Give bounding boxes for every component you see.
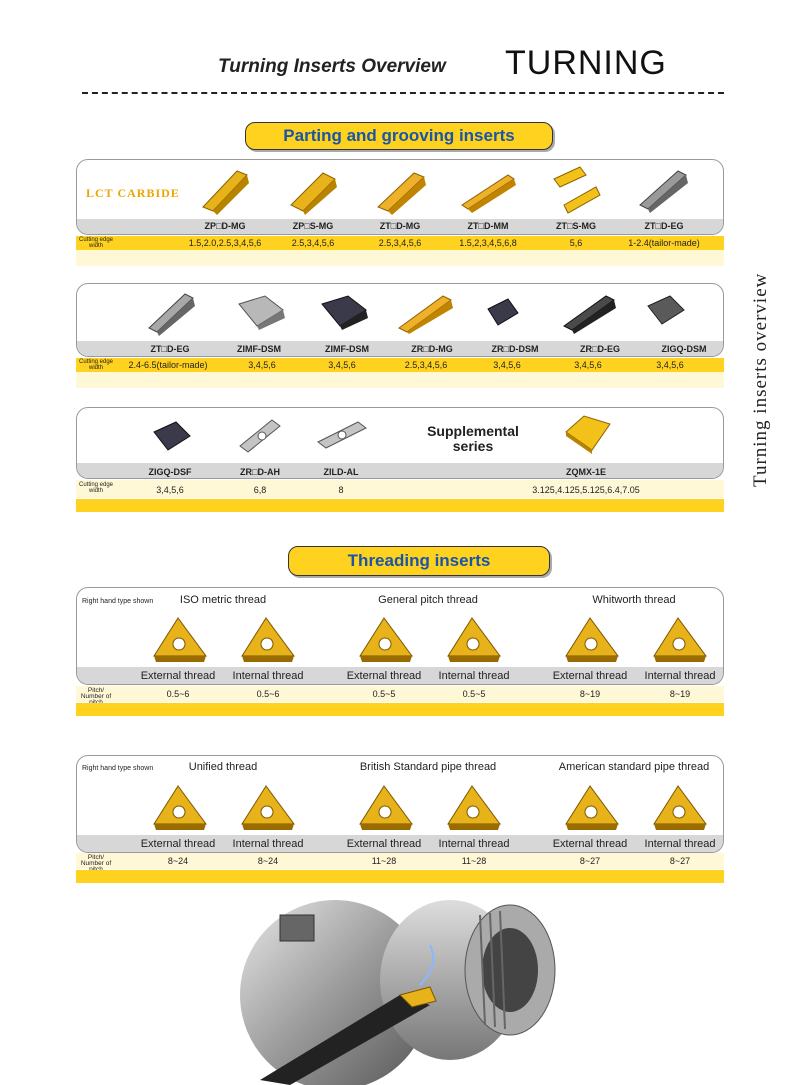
pitch-value: 0.5~5 (372, 689, 396, 699)
row-bar (76, 870, 724, 883)
thread-type: External thread (140, 838, 216, 850)
threading-insert-icon (648, 782, 712, 832)
section-label-turning: TURNING (505, 44, 667, 82)
pitch-value: 8~19 (669, 689, 691, 699)
parting-insert-icon (550, 163, 606, 219)
width-value: 3,4,5,6 (156, 485, 184, 495)
thread-type: Internal thread (232, 670, 304, 682)
insert-name: ZR□D-AH (240, 467, 280, 477)
row-label: Cutting edge width (78, 359, 114, 371)
insert-name: ZT□D-EG (150, 344, 190, 354)
insert-name: ZIGQ-DSM (661, 344, 707, 354)
hand-note: Right hand type shown (82, 598, 154, 605)
width-value: 2.5,3,4,5,6 (378, 238, 422, 248)
insert-name: ZIMF-DSM (325, 344, 369, 354)
parting-insert-icon (562, 412, 614, 454)
thread-type: Internal thread (232, 838, 304, 850)
insert-name: ZQMX-1E (565, 467, 607, 477)
threading-insert-icon (442, 614, 506, 664)
width-value: 3,4,5,6 (493, 360, 521, 370)
thread-group-label: British Standard pipe thread (359, 761, 497, 773)
width-value: 2.5,3,4,5,6 (404, 360, 448, 370)
threading-insert-icon (560, 614, 624, 664)
parting-insert-icon (145, 288, 201, 338)
pitch-value: 11~28 (461, 856, 487, 866)
pitch-value: 8~24 (257, 856, 279, 866)
threading-insert-icon (648, 614, 712, 664)
insert-name: ZR□D-DSM (491, 344, 539, 354)
threading-insert-icon (148, 614, 212, 664)
pitch-value: 0.5~6 (256, 689, 280, 699)
thread-group-label: Unified thread (188, 761, 258, 773)
row-spacer (76, 250, 724, 266)
thread-type: Internal thread (644, 838, 716, 850)
width-value: 1.5,2,3,4,5,6,8 (459, 238, 517, 248)
width-value: 3,4,5,6 (574, 360, 602, 370)
thread-group-label: Whitworth thread (592, 594, 676, 606)
pitch-value: 8~27 (579, 856, 601, 866)
insert-name: ZT□D-EG (644, 221, 684, 231)
parting-insert-icon (644, 292, 690, 330)
thread-type: External thread (346, 838, 422, 850)
insert-name: ZT□D-MM (467, 221, 509, 231)
thread-type: External thread (140, 670, 216, 682)
lathe-machining-image (240, 885, 570, 1085)
supplemental-title: Supplemental series (427, 423, 519, 454)
parting-insert-icon (285, 165, 345, 215)
row-bar (76, 703, 724, 716)
threading-insert-icon (442, 782, 506, 832)
pitch-value: 0.5~6 (166, 689, 190, 699)
threading-insert-icon (354, 782, 418, 832)
pitch-value: 11~28 (371, 856, 397, 866)
page-title: Turning Inserts Overview (218, 56, 446, 77)
row-label: Cutting edge width (78, 482, 114, 494)
thread-type: Internal thread (438, 670, 510, 682)
side-caption: Turning inserts overview (750, 272, 771, 487)
parting-insert-icon (195, 165, 255, 215)
width-value: 5,6 (569, 238, 583, 248)
parting-insert-icon (150, 418, 196, 454)
insert-name: ZIGQ-DSF (148, 467, 192, 477)
thread-type: Internal thread (644, 670, 716, 682)
insert-name: ZP□S-MG (292, 221, 334, 231)
thread-group-label: ISO metric thread (179, 594, 267, 606)
insert-name: ZP□D-MG (204, 221, 246, 231)
row-spacer (76, 372, 724, 388)
threading-heading: Threading inserts (288, 546, 550, 576)
thread-group-label: General pitch thread (378, 594, 478, 606)
row-label: Pitch/ Number of (80, 854, 112, 867)
row-label: Cutting edge width (78, 237, 114, 249)
parting-heading: Parting and grooving inserts (245, 122, 553, 150)
threading-insert-icon (236, 614, 300, 664)
insert-name: ZT□D-MG (379, 221, 421, 231)
width-value: 1-2.4(tailor-made) (628, 238, 700, 248)
pitch-value: 8~27 (669, 856, 691, 866)
insert-name: ZIMF-DSM (237, 344, 281, 354)
parting-insert-icon (236, 414, 286, 456)
width-value: 2.5,3,4,5,6 (291, 238, 335, 248)
pitch-value: 8~19 (579, 689, 601, 699)
width-value: 3,4,5,6 (656, 360, 684, 370)
insert-name: ZT□S-MG (556, 221, 596, 231)
parting-insert-icon (484, 295, 524, 329)
width-value: 1.5,2.0,2.5,3,4,5,6 (188, 238, 262, 248)
thread-type: External thread (552, 670, 628, 682)
row-bar (76, 499, 724, 512)
insert-name: ZR□D-MG (411, 344, 453, 354)
row-label: Pitch/ Number of (80, 687, 112, 700)
insert-name: ZR□D-EG (580, 344, 620, 354)
parting-insert-icon (458, 165, 520, 215)
thread-type: Internal thread (438, 838, 510, 850)
parting-insert-icon (560, 288, 620, 336)
width-value: 8 (338, 485, 344, 495)
thread-type: External thread (346, 670, 422, 682)
parting-insert-icon (372, 165, 432, 215)
parting-insert-icon (318, 292, 372, 332)
hand-note: Right hand type shown (82, 765, 154, 772)
parting-insert-icon (636, 163, 692, 215)
width-value: 6,8 (253, 485, 267, 495)
threading-insert-icon (560, 782, 624, 832)
brand-logo: LCT CARBIDE (86, 186, 180, 200)
pitch-value: 0.5~5 (462, 689, 486, 699)
insert-name: ZILD-AL (323, 467, 359, 477)
width-value: 2.4-6.5(tailor-made) (128, 360, 208, 370)
parting-insert-icon (314, 414, 370, 454)
parting-insert-icon (235, 292, 289, 332)
pitch-value: 8~24 (167, 856, 189, 866)
threading-insert-icon (148, 782, 212, 832)
header-divider (82, 92, 724, 94)
parting-insert-icon (395, 288, 457, 336)
threading-insert-icon (236, 782, 300, 832)
width-value: 3.125,4.125,5.125,6.4,7.05 (532, 485, 640, 495)
thread-type: External thread (552, 838, 628, 850)
threading-insert-icon (354, 614, 418, 664)
width-value: 3,4,5,6 (248, 360, 276, 370)
thread-group-label: American standard pipe thread (558, 761, 710, 773)
width-value: 3,4,5,6 (328, 360, 356, 370)
